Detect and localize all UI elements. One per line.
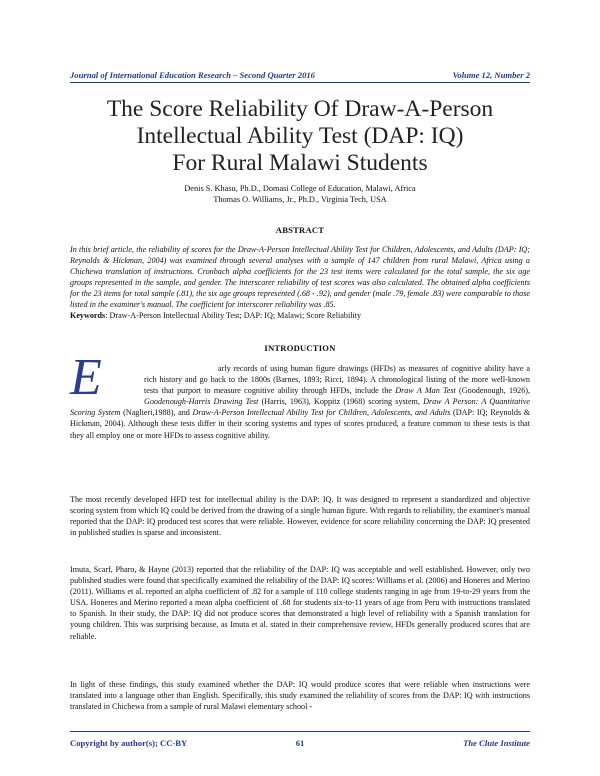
keywords [70,311,530,320]
drop-cap: E [70,349,102,406]
author-list [70,183,530,205]
copyright: Copyright by author(s); CC-BY [70,738,188,748]
intro-paragraph-2: The most recently developed HFD test for intellectual ability is the DAP: IQ. It was designed to represent a standardized and objective scoring system from which IQ could be derived from the drawing of a single human figure. With regards to reliability, the examiner's manual reported that the DAP: IQ produced test scores that were reliable. However, evidence for score reliability concerning the DAP: IQ presented in published studies is sparse and inconsistent. [70,495,530,538]
author-1: Denis S. Khasu, Ph.D., Domasi College of Education, Malawi, Africa [184,184,416,193]
page-number: 61 [295,738,305,748]
title-line: Intellectual Ability Test (DAP: IQ) [136,123,464,149]
abstract-heading: ABSTRACT [275,225,325,235]
introduction-heading: INTRODUCTION [264,343,336,353]
title-line: The Score Reliability Of Draw-A-Person [106,96,494,122]
abstract-text: In this brief article, the reliability of scores for the Draw-A-Person Intellectual Ability Test for Children, Adolescents, and Adults (DAP: IQ; Reynolds & Hickman, 2004) was examined through several analyses with a sample of 147 children from rural Malawi, Africa using a Chichewa translation of instructions. Cronbach alpha coefficients for the 23 test items were calculated for the total sample, the six age groups represented in the sample, and gender. The interscorer reliability of test scores was also calculated. The obtained alpha coefficients for the 23 items for total sample (.81), the six age groups represented (.68 - .92), and gender (male .79, female .83) were comparable to those listed in the examiner's manual. The coefficient for interscorer reliability was .85. [70,245,530,310]
footer-rule [70,731,530,732]
paper-title [70,96,530,177]
volume-number: Volume 12, Number 2 [452,70,530,80]
intro-paragraph-4: In light of these findings, this study examined whether the DAP: IQ would produce scores that were reliable when instructions were translated into a language other than English. Specifically, this study examined the reliability of scores from the DAP: IQ with instructions translated in Chichewa from a sample of rural Malawi elementary school - [70,680,530,712]
author-2: Thomas O. Williams, Jr., Ph.D., Virginia Tech, USA [213,195,387,204]
header-rule [70,82,530,83]
keywords-label: Keywords [70,311,106,320]
journal-name: Journal of International Education Research – Second Quarter 2016 [70,70,315,80]
title-line: For Rural Malawi Students [172,150,428,176]
intro-paragraph-1: arly records of using human figure drawings (HFDs) as measures of cognitive ability have a rich history and go back to the 1800s (Barnes, 1893; Ricci, 1894). A chronological listing of the more well-known tests that purport to measure cognitive ability through HFDs, include the Draw A Man Test (Goodenough, 1926), Goodenough-Harris Drawing Test (Harris, 1963), Koppitz (1968) scoring system, Draw A Person: A Quantitative Scoring System (Naglieri,1988), and Draw-A-Person Intellectual Ability Test for Children, Adolescents, and Adults (DAP: IQ; Reynolds & Hickman, 2004). Although these tests differ in their scoring systems and types of scores produced, a feature common to these tests is that they all employ one or more HFDs to assess cognitive ability. [70,364,531,440]
intro-paragraph-3: Imuta, Scarf, Pharo, & Hayne (2013) reported that the reliability of the DAP: IQ was acceptable and well established. However, only two published studies were found that specifically examined the reliability of the DAP: IQ scores: Williams et al. (2006) and Honeres and Merino (2011). Williams et al. reported an alpha coefficient of .82 for a sample of 110 college students ranging in age from 19-to-29 years from the USA. Honeres and Merino reported a mean alpha coefficient of .68 for students six-to-11 years of age from Peru with instructions translated to Spanish. In their study, the DAP: IQ did not produce scores that demonstrated a high level of reliability with a Spanish translation for young children. This was surprising because, as Imuta et al. stated in their comprehensive review, HFDs generally produced scores that are reliable. [70,565,530,641]
publisher: The Clute Institute [463,738,530,748]
keywords-text: : Draw-A-Person Intellectual Ability Test; DAP: IQ; Malawi; Score Reliability [105,311,362,320]
